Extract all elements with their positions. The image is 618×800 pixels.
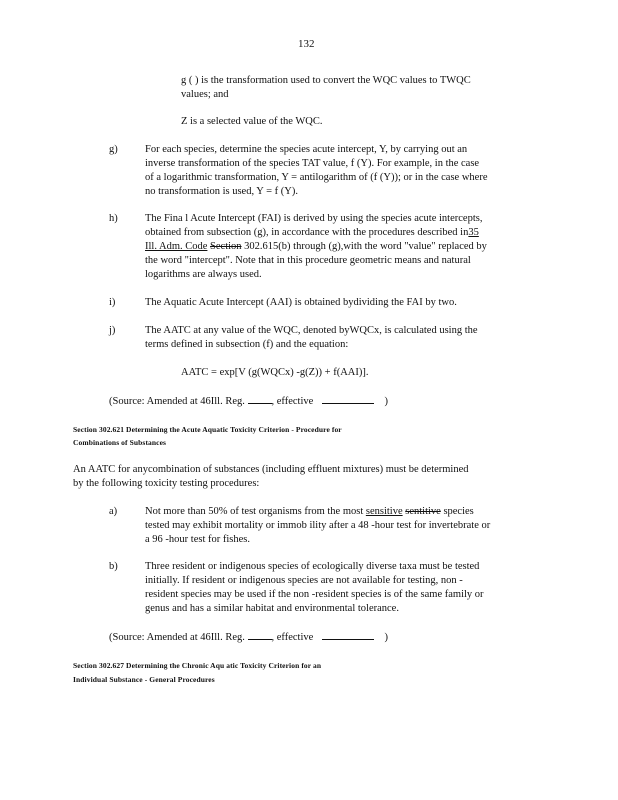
inserted-word: sensitive: [365, 506, 403, 517]
item-g-line: no transformation is used, Y = f (Y).: [145, 186, 298, 197]
source-note-text: , effective: [271, 396, 314, 407]
item-b-line: genus and has a similar habitat and environmental tolerance.: [145, 603, 399, 614]
item-b-line: resident species may be used if the non -resident species is of the same family or: [145, 589, 484, 600]
item-g-line: of a logarithmic transformation, Y = antilogarithm of (f (Y)); or in the case where: [145, 172, 488, 183]
source-note-close: ): [384, 396, 389, 407]
source-note-text: (Source: Amended at 46Ill. Reg.: [109, 396, 245, 407]
item-i-label: i): [109, 297, 116, 308]
effective-date-blank: [322, 394, 374, 404]
register-blank: [248, 630, 272, 640]
section-heading-line-2: Combinations of Substances: [73, 438, 167, 447]
page-number: 132: [298, 38, 315, 50]
item-j-line: The AATC at any value of the WQC, denoted byWQCx, is calculated using the: [145, 325, 478, 336]
section-heading-line-1: Section 302.627 Determining the Chronic Aqu atic Toxicity Criterion for an: [73, 661, 322, 670]
deleted-word: Section: [210, 241, 242, 252]
deleted-word: sentitive: [405, 506, 441, 517]
item-g-line: For each species, determine the species acute intercept, Y, by carrying out an: [145, 144, 468, 155]
inserted-reference-number: 35: [468, 227, 479, 238]
item-a-line-1-end: species: [440, 506, 474, 517]
g-definition-line-1: g ( ) is the transformation used to convert the WQC values to TWQC: [181, 75, 471, 86]
item-i-line: The Aquatic Acute Intercept (AAI) is obtained bydividing the FAI by two.: [145, 297, 457, 308]
item-h-line-4: the word "intercept". Note that in this procedure geometric means and natural: [145, 255, 471, 266]
item-a-line-3: a 96 -hour test for fishes.: [145, 534, 250, 545]
source-note-close: ): [384, 632, 389, 643]
item-g-label: g): [109, 144, 118, 155]
register-blank: [248, 394, 272, 404]
aatc-paragraph-line: An AATC for anycombination of substances (including effluent mixtures) must be determined: [73, 464, 469, 475]
item-j-line: terms defined in subsection (f) and the equation:: [145, 339, 349, 350]
source-note-1: [109, 394, 388, 408]
item-h-line-2: [145, 226, 479, 239]
item-b-line: Three resident or indigenous species of ecologically diverse taxa must be tested: [145, 561, 480, 572]
section-heading-line-1: Section 302.621 Determining the Acute Aquatic Toxicity Criterion - Procedure for: [73, 425, 342, 434]
item-h-label: h): [109, 213, 118, 224]
item-b-label: b): [109, 561, 118, 572]
g-definition-line-2: values; and: [181, 89, 229, 100]
source-note-2: [109, 630, 388, 644]
item-h-line-3-text: 302.615(b) through (g),with the word "value" replaced by: [241, 241, 487, 252]
effective-date-blank: [322, 630, 374, 640]
source-note-text: (Source: Amended at 46Ill. Reg.: [109, 632, 245, 643]
aatc-equation: AATC = exp[V (g(WQCx) -g(Z)) + f(AAI)].: [181, 367, 369, 378]
item-h-line-2-text: obtained from subsection (g), in accordance with the procedures described in: [145, 227, 469, 238]
item-a-line-2: tested may exhibit mortality or immob ility after a 48 -hour test for invertebrate or: [145, 520, 491, 531]
section-heading-line-2: Individual Substance - General Procedures: [73, 675, 215, 684]
item-g-line: inverse transformation of the species TAT value, f (Y). For example, in the case: [145, 158, 480, 169]
item-a-line-1-text: Not more than 50% of test organisms from the most: [145, 506, 364, 517]
item-h-line-5: logarithms are always used.: [145, 269, 262, 280]
aatc-paragraph-line: by the following toxicity testing procedures:: [73, 478, 260, 489]
item-j-label: j): [109, 325, 116, 336]
inserted-citation: Ill. Adm. Code: [145, 241, 208, 252]
item-a-label: a): [109, 506, 118, 517]
item-a-line-1: [145, 505, 474, 518]
item-h-line-3: [145, 240, 487, 253]
z-definition: Z is a selected value of the WQC.: [181, 116, 323, 127]
source-note-text: , effective: [271, 632, 314, 643]
item-b-line: initially. If resident or indigenous species are not available for testing, non -: [145, 575, 463, 586]
item-h-line-1: The Fina l Acute Intercept (FAI) is derived by using the species acute intercepts,: [145, 213, 483, 224]
